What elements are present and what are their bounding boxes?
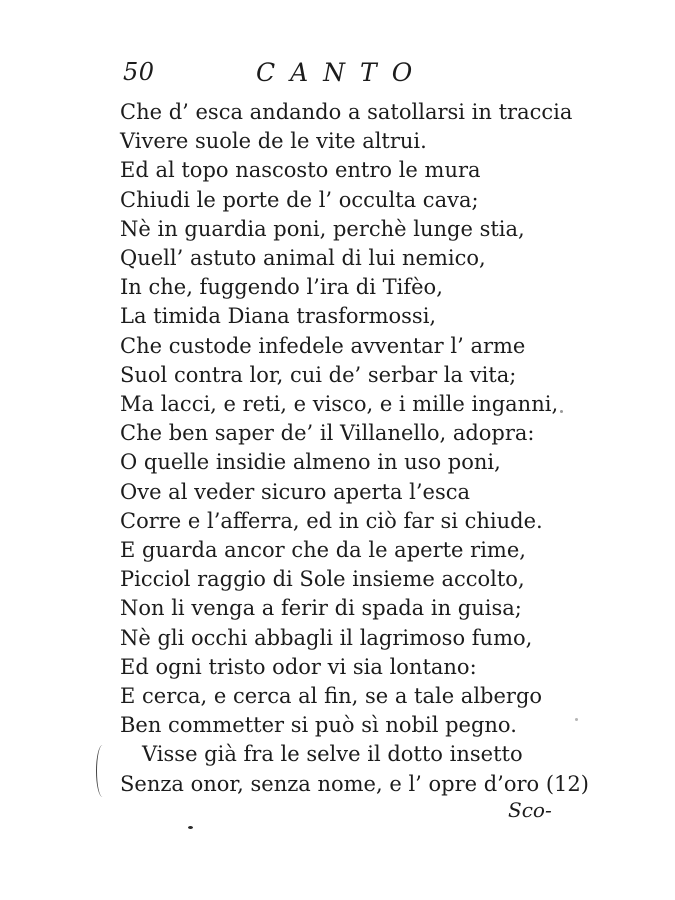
verse-line: E guarda ancor che da le aperte rime, bbox=[120, 538, 526, 563]
verse-line-indented: Visse già fra le selve il dotto insetto bbox=[142, 742, 523, 767]
verse-line: Suol contra lor, cui de’ serbar la vita; bbox=[120, 362, 517, 387]
catchword: Sco- bbox=[508, 798, 552, 822]
verse-line: Ove al veder sicuro aperta l’esca bbox=[120, 479, 471, 504]
verse-line: Che ben saper de’ il Villanello, adopra: bbox=[120, 421, 535, 446]
verse-line: Picciol raggio di Sole insieme accolto, bbox=[120, 567, 525, 592]
verse-line: Ma lacci, e reti, e visco, e i mille inganni, bbox=[120, 392, 559, 417]
verse-line: Che d’ esca andando a satollarsi in traccia bbox=[120, 100, 573, 124]
page-number: 50 bbox=[123, 58, 155, 86]
verse-line: Senza onor, senza nome, e l’ opre d’oro (12) bbox=[120, 771, 589, 796]
ink-speck bbox=[188, 826, 193, 829]
verse-line: Ed al topo nascosto entro le mura bbox=[120, 158, 481, 183]
verse-line: Non li venga a ferir di spada in guisa; bbox=[120, 596, 522, 621]
verse-text bbox=[120, 98, 600, 799]
ink-speck bbox=[560, 410, 563, 413]
margin-bracket-mark bbox=[96, 745, 109, 797]
verse-line: E cerca, e cerca al fin, se a tale albergo bbox=[120, 684, 543, 709]
verse-line: Ed ogni tristo odor vi sia lontano: bbox=[120, 654, 477, 679]
ink-speck bbox=[575, 718, 578, 721]
running-title: CANTO bbox=[256, 58, 428, 87]
verse-line: Quell’ astuto animal di lui nemico, bbox=[120, 246, 486, 271]
verse-line: Vivere suole de le vite altrui. bbox=[120, 129, 427, 154]
verse-line: Ben commetter si può sì nobil pegno. bbox=[120, 713, 517, 738]
verse-line: Che custode infedele avventar l’ arme bbox=[120, 333, 526, 358]
verse-line: O quelle insidie almeno in uso poni, bbox=[120, 450, 501, 475]
verse-line: Nè gli occhi abbagli il lagrimoso fumo, bbox=[120, 625, 533, 650]
verse-line: Chiudi le porte de l’ occulta cava; bbox=[120, 187, 479, 212]
verse-line: Nè in guardia poni, perchè lunge stia, bbox=[120, 216, 525, 241]
verse-line: La timida Diana trasformossi, bbox=[120, 304, 437, 329]
verse-line: In che, fuggendo l’ira di Tifèo, bbox=[120, 275, 443, 300]
verse-line: Corre e l’afferra, ed in ciò far si chiude. bbox=[120, 508, 543, 533]
